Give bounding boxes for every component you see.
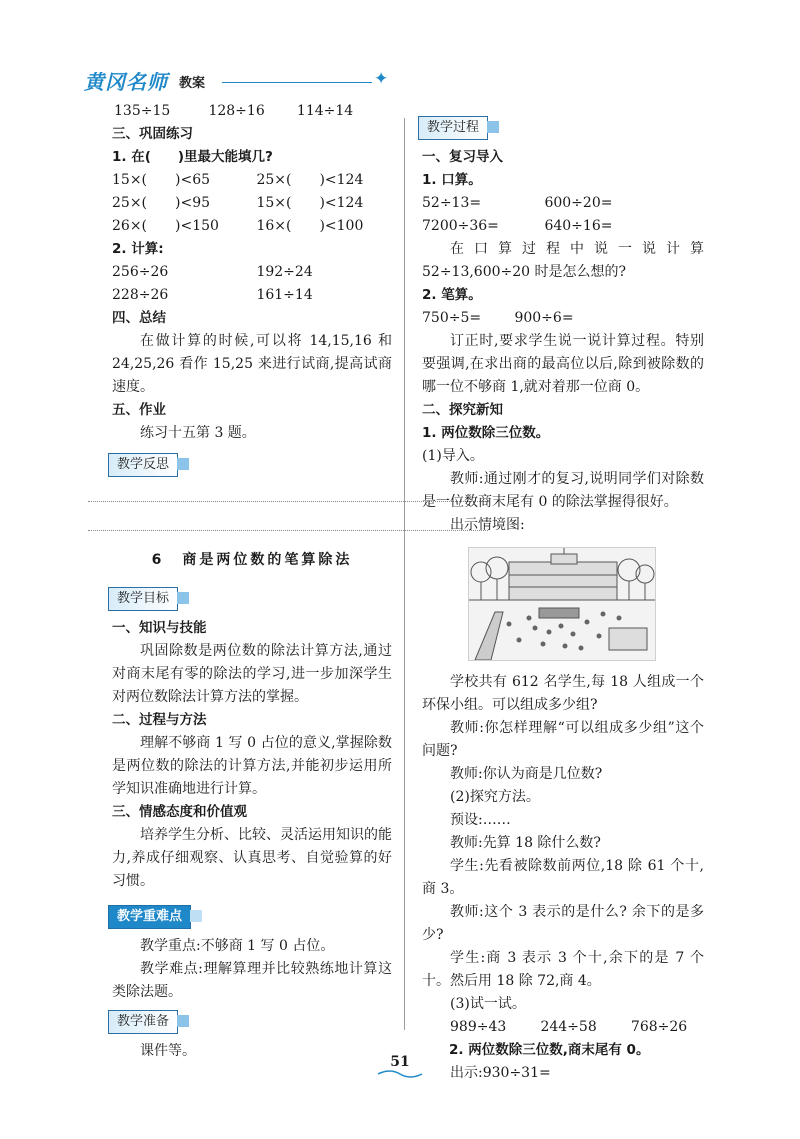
inequality: 15×( )<124 (256, 195, 364, 211)
expr: 128÷16 (208, 103, 265, 119)
correction-text: 订正时,要求学生说一说计算过程。特别要强调,在求出商的最高位以后,除到被除数的哪一位不够商 1,就对着那一位商 0。 (422, 333, 704, 395)
heading-explore: 二、探究新知 (422, 402, 503, 418)
show-problem: 出示:930÷31= (450, 1065, 551, 1081)
expr: 750÷5= (422, 310, 482, 326)
oral-calc-heading: 1. 口算。 (422, 172, 482, 188)
show-scene-label: 出示情境图: (450, 517, 525, 533)
brand-logo: 黄冈名师 (84, 70, 168, 94)
expr: 52÷13= (422, 195, 482, 211)
question-1: 1. 在( )里最大能填几? (112, 149, 273, 165)
expr: 7200÷36= (422, 218, 499, 234)
expr: 114÷14 (296, 103, 354, 119)
explore-1-heading: 1. 两位数除三位数。 (422, 425, 550, 441)
heading-summary: 四、总结 (112, 310, 166, 326)
inequality: 25×( )<95 (112, 195, 211, 211)
expr: 768÷26 (630, 1019, 688, 1035)
tag-reflection: 教学反思 (108, 453, 178, 477)
calc-row (112, 261, 392, 284)
expr: 256÷26 (112, 264, 169, 280)
written-calc-heading: 2. 笔算。 (422, 287, 482, 303)
goal-3-heading: 三、情感态度和价值观 (112, 804, 247, 820)
goal-3-text: 培养学生分析、比较、灵活运用知识的能力,养成仔细观察、认真思考、自觉验算的好习惯。 (112, 827, 392, 889)
heading-review: 一、复习导入 (422, 149, 503, 165)
expr: 244÷58 (540, 1019, 597, 1035)
expr: 161÷14 (256, 287, 313, 303)
written-row (422, 307, 704, 330)
tag-preparation: 教学准备 (108, 1010, 178, 1034)
summary-text: 在做计算的时候,可以将 14,15,16 和 24,25,26 看作 15,25 来进行试商,提高试商速度。 (112, 333, 392, 395)
goal-2-text: 理解不够商 1 写 0 占位的意义,掌握除数是两位数的除法的计算方法,并能初步运用所学知识准确地进行计算。 (112, 735, 392, 797)
heading-homework: 五、作业 (112, 402, 166, 418)
inequality-row (112, 215, 392, 238)
preset-line: 预设:…… (450, 812, 511, 828)
oral-row (422, 215, 704, 238)
inequality-row (112, 169, 392, 192)
expr: 192÷24 (256, 264, 313, 280)
goal-1-text: 巩固除数是两位数的除法计算方法,通过对商末尾有零的除法的学习,进一步加深学生对两位数除法计算方法的掌握。 (112, 643, 392, 705)
calc-row (112, 284, 392, 307)
header-rule (222, 82, 372, 83)
right-column (422, 116, 704, 1085)
sparkle-icon: ✦ (374, 69, 389, 89)
inequality: 25×( )<124 (256, 172, 364, 188)
step-explore: (2)探究方法。 (450, 789, 540, 805)
expr: 640÷16= (544, 218, 613, 234)
teacher-line: 教师:通过刚才的复习,说明同学们对除数是一位数商末尾有 0 的除法掌握得很好。 (422, 471, 704, 510)
tag-process: 教学过程 (418, 116, 488, 140)
student-line: 学生:商 3 表示 3 个十,余下的是 7 个十。然后用 18 除 72,商 4。 (422, 950, 704, 989)
step-try: (3)试一试。 (450, 996, 526, 1012)
expr: 600÷20= (544, 195, 613, 211)
lesson-title (112, 549, 392, 569)
heading-practice: 三、巩固练习 (112, 126, 193, 142)
inequality: 26×( )<150 (112, 218, 219, 234)
inequality-row (112, 192, 392, 215)
key-point: 教学重点:不够商 1 写 0 占位。 (140, 938, 335, 954)
homework-text: 练习十五第 3 题。 (140, 425, 256, 441)
explore-2-heading: 2. 两位数除三位数,商末尾有 0。 (449, 1042, 650, 1058)
tag-goals: 教学目标 (108, 587, 178, 611)
try-row (422, 1016, 704, 1039)
teacher-line: 教师:你怎样理解“可以组成多少组”这个问题? (422, 720, 704, 759)
expr: 135÷15 (114, 103, 171, 119)
expr: 228÷26 (112, 287, 169, 303)
teacher-line: 教师:先算 18 除什么数? (450, 835, 601, 851)
expr: 989÷43 (450, 1019, 507, 1035)
page-number-ornament (376, 1070, 424, 1078)
oral-row (422, 192, 704, 215)
difficulty-point: 教学难点:理解算理并比较熟练地计算这类除法题。 (112, 961, 392, 1000)
lesson-number: 6 (151, 552, 165, 568)
inequality: 15×( )<65 (112, 172, 211, 188)
exercise-row (112, 100, 392, 123)
story-problem: 学校共有 612 名学生,每 18 人组成一个环保小组。可以组成多少组? (422, 674, 704, 713)
teacher-line: 教师:你认为商是几位数? (450, 766, 603, 782)
inequality: 16×( )<100 (256, 218, 364, 234)
expr: 900÷6= (514, 310, 574, 326)
question-2: 2. 计算: (112, 241, 164, 257)
school-scene-illustration (468, 547, 656, 661)
page-number: 51 (390, 1054, 410, 1070)
brand-subtitle: 教案 (179, 76, 206, 91)
page-header (84, 66, 389, 98)
oral-question: 在口算过程中说一说计算 52÷13,600÷20 时是怎么想的? (422, 241, 704, 280)
preparation-text: 课件等。 (140, 1043, 196, 1059)
lesson-name: 商是两位数的笔算除法 (182, 552, 353, 568)
goal-1-heading: 一、知识与技能 (112, 620, 207, 636)
goal-2-heading: 二、过程与方法 (112, 712, 207, 728)
student-line: 学生:先看被除数前两位,18 除 61 个十,商 3。 (422, 858, 704, 897)
step-intro: (1)导入。 (422, 448, 484, 464)
teacher-line: 教师:这个 3 表示的是什么? 余下的是多少? (422, 904, 704, 943)
tag-key-points: 教学重难点 (108, 905, 191, 929)
left-column (112, 100, 392, 1063)
column-divider (404, 118, 405, 1030)
